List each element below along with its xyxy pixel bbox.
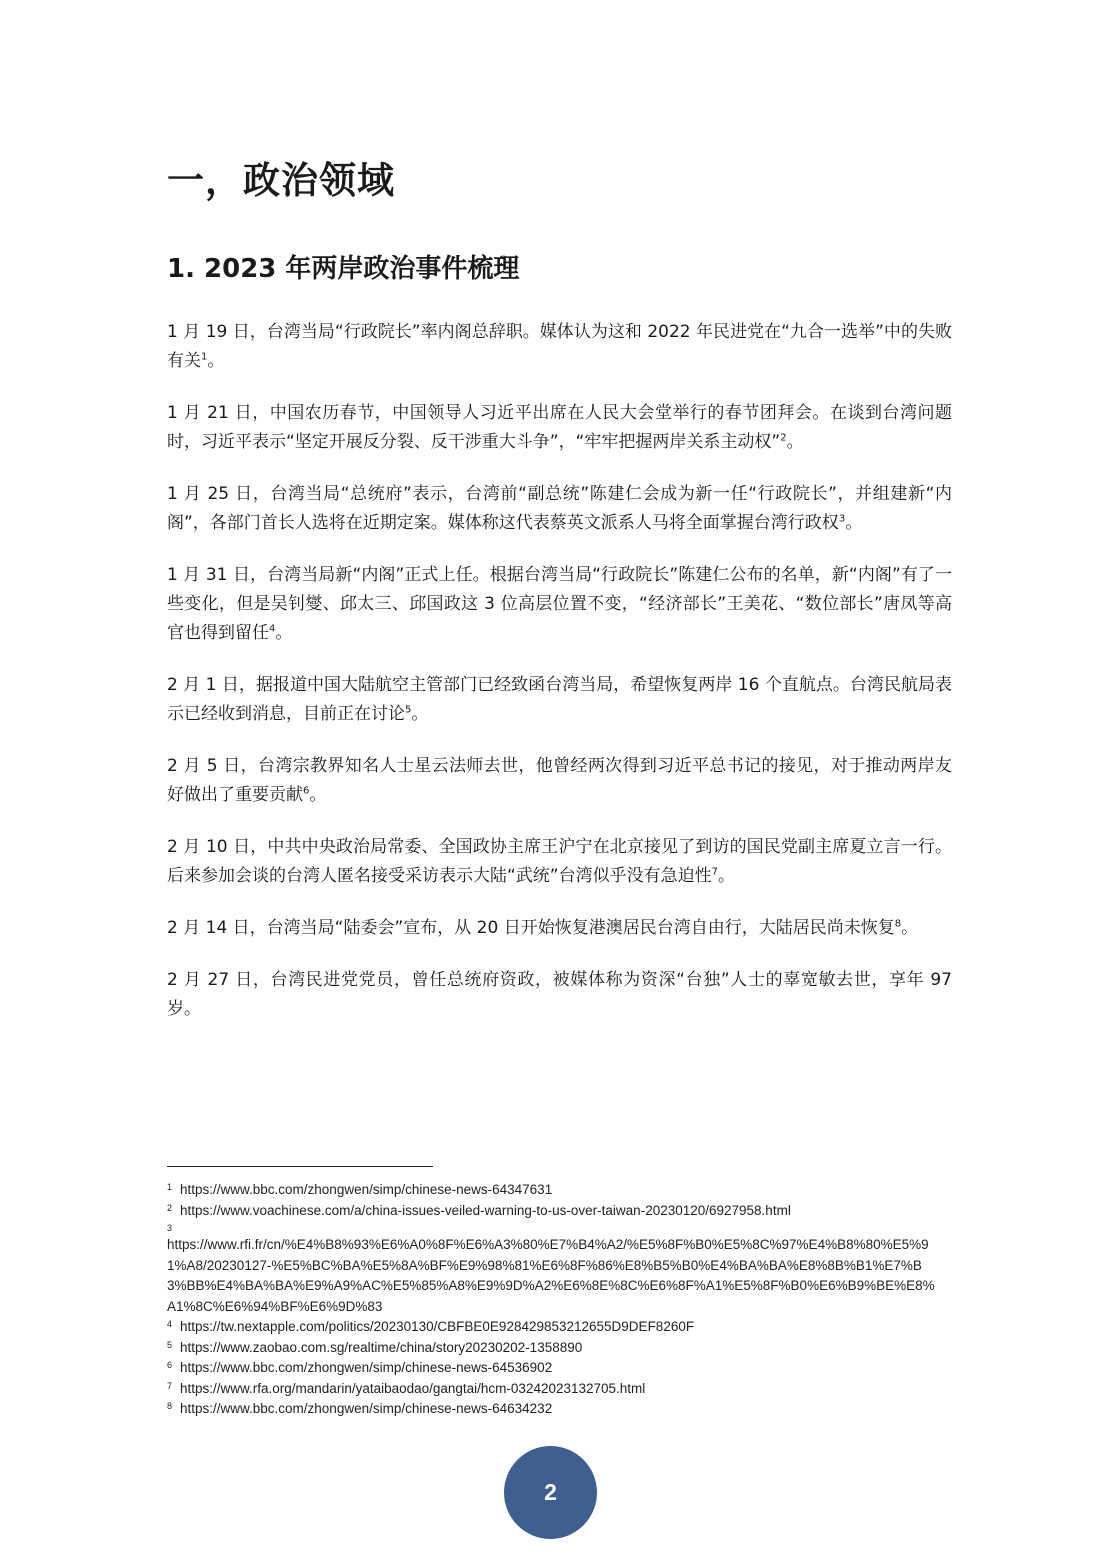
footnote-number: 2 bbox=[167, 1202, 173, 1213]
footnote-number: 3 bbox=[167, 1223, 173, 1233]
section-title: 一，政治领域 bbox=[167, 159, 395, 202]
paragraph bbox=[167, 966, 952, 1024]
paragraph-tail: 。 bbox=[718, 866, 735, 886]
footnotes bbox=[167, 1180, 937, 1420]
footnote-number: 8 bbox=[167, 1401, 173, 1411]
paragraph-text: 2 月 10 日，中共中央政治局常委、全国政协主席王沪宁在北京接见了到访的国民党副主席夏立言一行。后来参加会谈的台湾人匿名接受采访表示大陆“武统”台湾似乎没有急迫性 bbox=[167, 837, 952, 886]
footnote bbox=[167, 1338, 937, 1359]
paragraph-text: 1 月 25 日，台湾当局“总统府”表示，台湾前“副总统”陈建仁会成为新一任“行政院长”，并组建新“内阁”，各部门首长人选将在近期定案。媒体称这代表蔡英文派系人马将全面掌握台湾行政权 bbox=[167, 484, 952, 533]
footnote-url[interactable]: https://tw.nextapple.com/politics/20230130/CBFBE0E928429853212655D9DEF8260F bbox=[180, 1319, 695, 1334]
page-number-badge: 2 bbox=[504, 1446, 597, 1539]
footnote-url[interactable]: https://www.rfa.org/mandarin/yataibaodao/gangtai/hcm-03242023132705.html bbox=[180, 1380, 646, 1396]
footnote-divider bbox=[167, 1166, 433, 1167]
paragraph-text: 1 月 19 日，台湾当局“行政院长”率内阁总辞职。媒体认为这和 2022 年民进党在“九合一选举”中的失败有关 bbox=[167, 322, 952, 371]
footnote-ref[interactable]: 4 bbox=[269, 623, 276, 635]
footnote-ref[interactable]: 7 bbox=[711, 866, 718, 878]
paragraph bbox=[167, 399, 952, 457]
footnote-number: 7 bbox=[167, 1380, 173, 1391]
footnote-number: 5 bbox=[167, 1339, 173, 1350]
footnote bbox=[167, 1317, 937, 1338]
footnote-url[interactable]: https://www.rfi.fr/cn/%E4%B8%93%E6%A0%8F%E6%A3%80%E7%B4%A2/%E5%8F%B0%E5%8C%97%E4%B8%80%E5%91%A8/20230127-%E5%BC%BA%E5%8A%BF%E9%98%81%E6%8F%86%E8%B5%B0%E4%BA%BA%E8%8B%B1%E7%B3%BB%E4%BA%BA%E9%A9%AC%E5%85%A8%E9%9D%A2%E6%8E%8C%E6%8F%A1%E5%8F%B0%E6%B9%BE%E8%A1%8C%E6%94%BF%E6%9D%83 bbox=[167, 1237, 935, 1314]
footnote-ref[interactable]: 8 bbox=[894, 918, 902, 930]
paragraph bbox=[167, 561, 952, 648]
footnote bbox=[167, 1201, 937, 1222]
paragraph-tail: 。 bbox=[309, 785, 327, 805]
paragraph-tail: 。 bbox=[901, 918, 919, 938]
paragraph-tail: 。 bbox=[411, 704, 429, 724]
paragraph bbox=[167, 752, 952, 810]
footnote-ref[interactable]: 3 bbox=[838, 513, 846, 525]
paragraph-text: 1 月 31 日，台湾当局新“内阁”正式上任。根据台湾当局“行政院长”陈建仁公布的名单，新“内阁”有了一些变化，但是吴钊燮、邱太三、邱国政这 3 位高层位置不变，“经济部长”王美花、“数位部长”唐凤等高官也得到留任 bbox=[167, 565, 952, 643]
footnote-url[interactable]: https://www.bbc.com/zhongwen/simp/chinese-news-64536902 bbox=[180, 1360, 553, 1375]
footnote-url[interactable]: https://www.bbc.com/zhongwen/simp/chinese-news-64347631 bbox=[180, 1182, 553, 1197]
subsection-title: 1. 2023 年两岸政治事件梳理 bbox=[167, 254, 520, 284]
footnote-ref[interactable]: 2 bbox=[780, 432, 787, 444]
footnote-url[interactable]: https://www.zaobao.com.sg/realtime/china/story20230202-1358890 bbox=[180, 1339, 583, 1355]
paragraph bbox=[167, 914, 952, 943]
footnote-ref[interactable]: 5 bbox=[405, 704, 412, 716]
paragraph bbox=[167, 833, 952, 891]
paragraph-tail: 。 bbox=[275, 623, 293, 643]
paragraph-text: 2 月 27 日，台湾民进党党员，曾任总统府资政，被媒体称为资深“台独”人士的辜宽敏去世，享年 97 岁。 bbox=[167, 970, 952, 1019]
footnote-url[interactable]: https://www.voachinese.com/a/china-issues-veiled-warning-to-us-over-taiwan-20230120/6927958.html bbox=[180, 1202, 791, 1218]
footnote-number: 1 bbox=[167, 1182, 173, 1192]
paragraph-text: 2 月 5 日，台湾宗教界知名人士星云法师去世，他曾经两次得到习近平总书记的接见，对于推动两岸友好做出了重要贡献 bbox=[167, 756, 952, 805]
footnote bbox=[167, 1379, 937, 1400]
footnote bbox=[167, 1221, 937, 1317]
body-text bbox=[167, 318, 952, 1047]
footnote-ref[interactable]: 6 bbox=[303, 785, 310, 797]
paragraph-tail: 。 bbox=[845, 513, 863, 533]
paragraph-text: 1 月 21 日，中国农历春节，中国领导人习近平出席在人民大会堂举行的春节团拜会。在谈到台湾问题时，习近平表示“坚定开展反分裂、反干涉重大斗争”，“牢牢把握两岸关系主动权” bbox=[167, 403, 952, 452]
footnote-ref[interactable]: 1 bbox=[201, 351, 208, 363]
paragraph-tail: 。 bbox=[207, 351, 225, 371]
paragraph bbox=[167, 480, 952, 538]
footnote bbox=[167, 1180, 937, 1201]
paragraph-text: 2 月 14 日，台湾当局“陆委会”宣布，从 20 日开始恢复港澳居民台湾自由行，大陆居民尚未恢复 bbox=[167, 918, 895, 938]
footnote-number: 6 bbox=[167, 1360, 173, 1370]
paragraph-tail: 。 bbox=[786, 432, 804, 452]
paragraph-text: 2 月 1 日，据报道中国大陆航空主管部门已经致函台湾当局，希望恢复两岸 16 个直航点。台湾民航局表示已经收到消息，目前正在讨论 bbox=[167, 675, 952, 724]
footnote bbox=[167, 1358, 937, 1379]
paragraph bbox=[167, 671, 952, 729]
paragraph bbox=[167, 318, 952, 376]
footnote bbox=[167, 1399, 937, 1420]
footnote-number: 4 bbox=[167, 1319, 173, 1329]
footnote-url[interactable]: https://www.bbc.com/zhongwen/simp/chinese-news-64634232 bbox=[180, 1401, 553, 1416]
